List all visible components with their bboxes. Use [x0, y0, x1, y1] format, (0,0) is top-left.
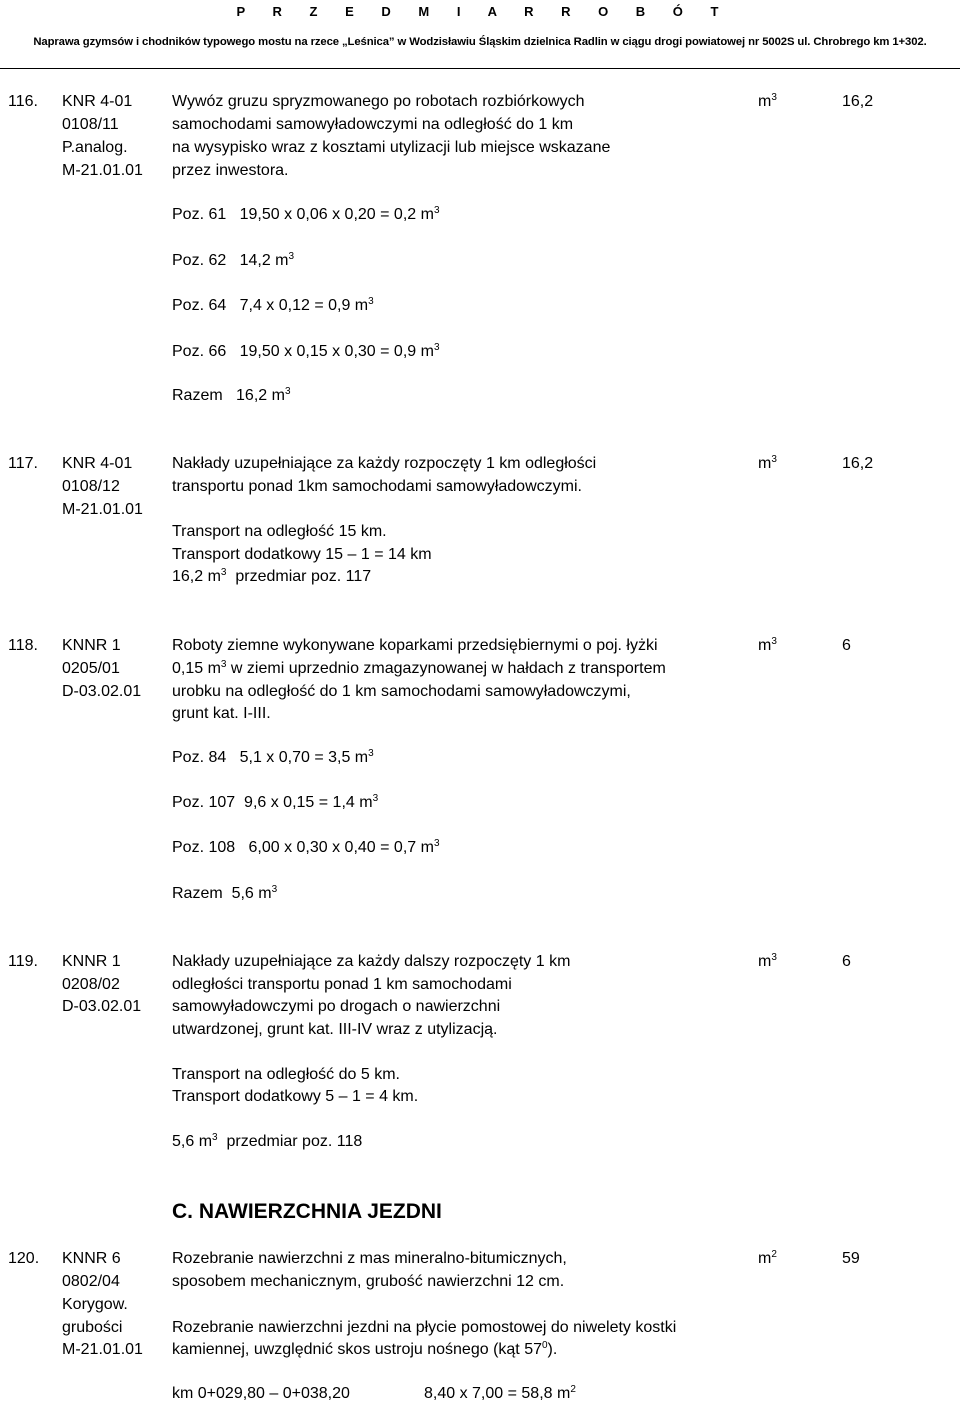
item-description-line: urobku na odległość do 1 km samochodami samowyładowczymi,	[172, 683, 631, 700]
item-code-line: 0802/04	[62, 1273, 120, 1290]
item-code-line: 0108/11	[62, 116, 119, 133]
calc-total: Razem 5,6 $m^3$	[172, 884, 278, 902]
item-quantity: 16,2	[842, 455, 874, 472]
item-quantity: 6	[842, 637, 851, 654]
item-quantity: 6	[842, 953, 851, 970]
item-description-line: Rozebranie nawierzchni z mas mineralno-bitumicznych,	[172, 1250, 567, 1267]
item-quantity: 16,2	[842, 93, 874, 110]
item-description-line: Nakłady uzupełniające za każdy rozpoczęty 1 km odległości	[172, 455, 597, 472]
calc-line: Transport na odległość do 5 km.	[172, 1066, 400, 1083]
km-area-calc: 8,40 x 7,00 = 58,8 $m^2$	[424, 1384, 576, 1402]
item-description-line: 0,15 $m^3$ w ziemi uprzednio zmagazynowanej w hałdach z transportem	[172, 659, 666, 677]
item-unit: $m^3$	[758, 636, 777, 654]
header-divider	[0, 68, 960, 69]
item-code-line: Korygow.	[62, 1296, 128, 1313]
calc-line: Poz. 64 7,4 x 0,12 = 0,9 $m^3$	[172, 296, 374, 314]
item-number: 118.	[8, 637, 38, 654]
calc-line: Transport na odległość 15 km.	[172, 523, 387, 540]
item-code-line: KNNR 1	[62, 953, 121, 970]
calc-line: Poz. 84 5,1 x 0,70 = 3,5 $m^3$	[172, 748, 374, 766]
calc-line: Poz. 66 19,50 x 0,15 x 0,30 = 0,9 $m^3$	[172, 342, 440, 360]
item-description-line: Wywóz gruzu spryzmowanego po robotach rozbiórkowych	[172, 93, 585, 110]
item-description-line: utwardzonej, grunt kat. III-IV wraz z utylizacją.	[172, 1021, 498, 1038]
document-title: P R Z E D M I A R R O B Ó T	[236, 4, 724, 19]
item-description-line: odległości transportu ponad 1 km samochodami	[172, 976, 512, 993]
calc-line: Poz. 61 19,50 x 0,06 x 0,20 = 0,2 $m^3$	[172, 205, 440, 223]
item-number: 116.	[8, 93, 38, 110]
item-number: 120.	[8, 1250, 40, 1267]
calc-line: kamiennej, uwzględnić skos ustroju nośnego (kąt $57^0$).	[172, 1340, 558, 1358]
item-description-line: transportu ponad 1km samochodami samowyładowczymi.	[172, 478, 582, 495]
item-code-line: 0205/01	[62, 660, 120, 677]
calc-line: Poz. 62 14,2 $m^3$	[172, 251, 295, 269]
calc-line: Rozebranie nawierzchni jezdni na płycie pomostowej do niwelety kostki	[172, 1319, 677, 1336]
km-range: km 0+029,80 – 0+038,20	[172, 1385, 350, 1402]
item-unit: $m^3$	[758, 454, 777, 472]
item-code-line: D-03.02.01	[62, 683, 142, 700]
item-unit: $m^3$	[758, 92, 777, 110]
calc-line: Poz. 107 9,6 x 0,15 = 1,4 $m^3$	[172, 793, 379, 811]
calc-line: Poz. 108 6,00 x 0,30 x 0,40 = 0,7 $m^3$	[172, 838, 440, 856]
calc-line: 16,2 $m^3$ przedmiar poz. 117	[172, 567, 372, 585]
item-code-line: P.analog.	[62, 139, 128, 156]
calc-total: Razem 16,2 $m^3$	[172, 386, 291, 404]
item-code-line: grubości	[62, 1319, 123, 1336]
item-number: 119.	[8, 953, 38, 970]
item-code-line: 0108/12	[62, 478, 120, 495]
item-code-line: KNNR 6	[62, 1250, 121, 1267]
item-code-line: M-21.01.01	[62, 1341, 143, 1358]
item-description-line: Roboty ziemne wykonywane koparkami przedsiębiernymi o poj. łyżki	[172, 637, 658, 654]
item-code-line: KNR 4-01	[62, 455, 133, 472]
calc-line: Transport dodatkowy 5 – 1 = 4 km.	[172, 1088, 419, 1105]
item-description-line: samochodami samowyładowczymi na odległość do 1 km	[172, 116, 574, 133]
item-code-line: KNNR 1	[62, 637, 121, 654]
item-description-line: grunt kat. I-III.	[172, 705, 271, 722]
item-quantity: 59	[842, 1250, 860, 1267]
item-description-line: Nakłady uzupełniające za każdy dalszy rozpoczęty 1 km	[172, 953, 571, 970]
item-code-line: 0208/02	[62, 976, 120, 993]
item-description-line: na wysypisko wraz z kosztami utylizacji lub miejsce wskazane	[172, 139, 611, 156]
section-heading: C. NAWIERZCHNIA JEZDNI	[172, 1200, 442, 1223]
item-description-line: sposobem mechanicznym, grubość nawierzchni 12 cm.	[172, 1273, 565, 1290]
calc-line: 5,6 $m^3$ przedmiar poz. 118	[172, 1132, 363, 1150]
item-code-line: M-21.01.01	[62, 501, 143, 518]
item-code-line: KNR 4-01	[62, 93, 133, 110]
item-unit: $m^3$	[758, 952, 777, 970]
item-description-line: przez inwestora.	[172, 162, 289, 179]
item-number: 117.	[8, 455, 38, 472]
calc-line: Transport dodatkowy 15 – 1 = 14 km	[172, 546, 432, 563]
item-unit: $m^2$	[758, 1249, 777, 1267]
item-code-line: M-21.01.01	[62, 162, 143, 179]
item-code-line: D-03.02.01	[62, 998, 142, 1015]
document-subtitle: Naprawa gzymsów i chodników typowego mostu na rzece „Leśnica” w Wodzisławiu Śląskim dzielnica Radlin w ciągu drogi powiatowej nr 5002S ul. Chrobrego km 1+302.	[33, 36, 927, 48]
item-description-line: samowyładowczymi po drogach o nawierzchni	[172, 998, 501, 1015]
